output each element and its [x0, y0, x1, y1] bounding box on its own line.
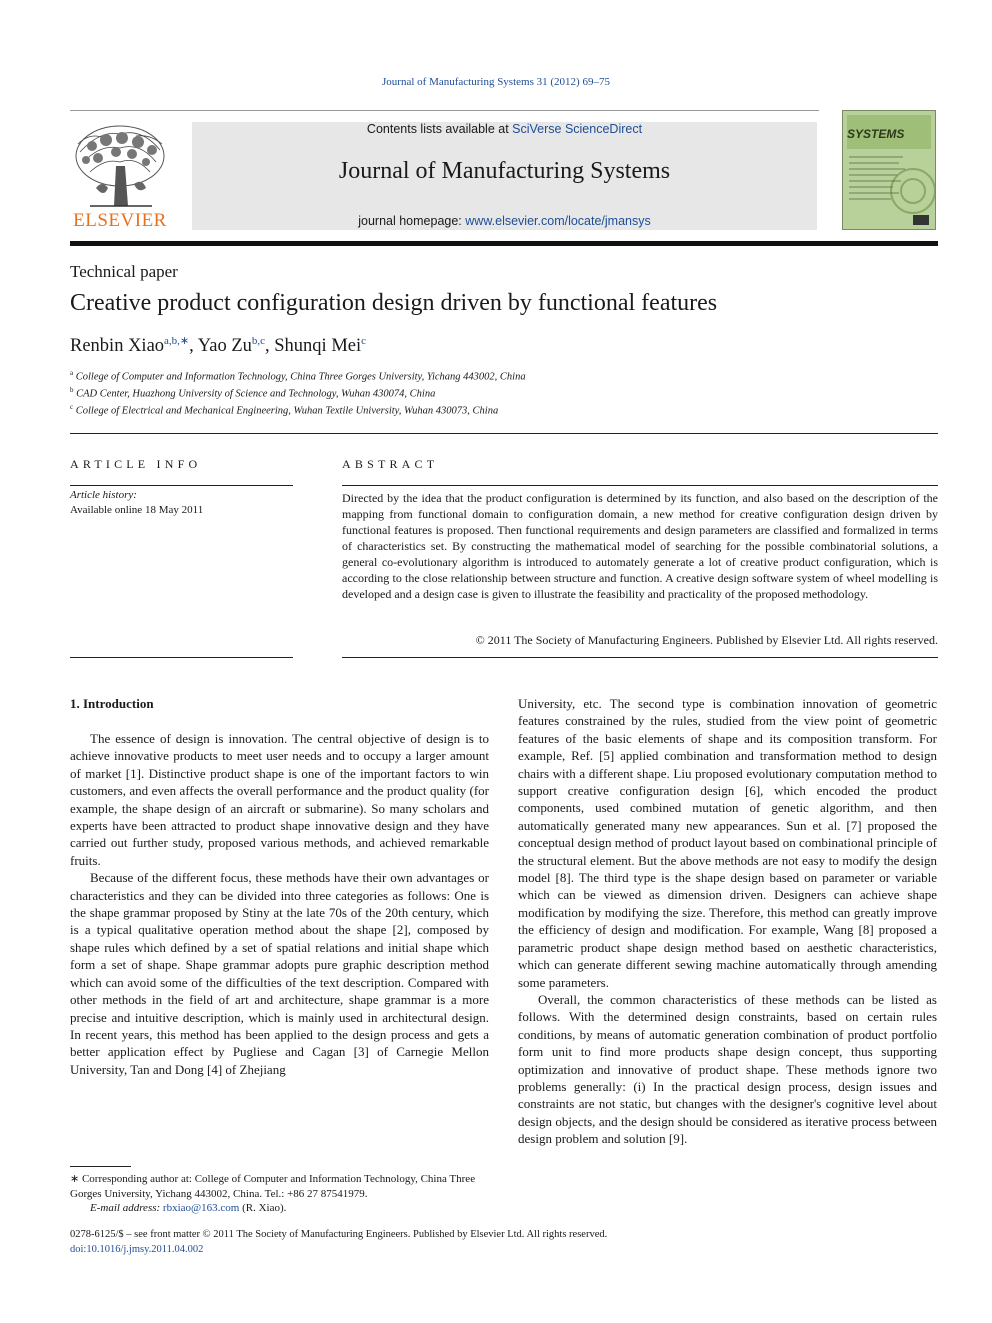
- abstract-divider-top: [342, 485, 938, 486]
- email-suffix: (R. Xiao).: [239, 1202, 287, 1214]
- corresponding-author-footnote: ∗ Corresponding author at: College of Computer and Information Technology, China Three Gorges University, Yichang 443002, China. Tel.: +86 27 87541979.: [70, 1173, 476, 1200]
- contents-prefix: Contents lists available at: [366, 122, 513, 136]
- affiliation: [70, 386, 435, 400]
- journal-name: Journal of Manufacturing Systems: [338, 158, 671, 184]
- article-history-value: Available online 18 May 2011: [70, 504, 204, 516]
- article-info-divider-bottom: [70, 657, 293, 658]
- body-column-left: [70, 730, 489, 1078]
- body-paragraph: The essence of design is innovation. The central objective of design is to achieve innovative products to meet user needs and to occupy a larger amount of market [1]. Distinctive product shape is one of the important factors to win customers, and even affects the overall performance and the product quality (for example, the shape design of an aircraft or submarine). So many scholars and experts have been attracted to product shape innovative design and they have carried out further study, proposed various methods, and achieved remarkable fruits.: [70, 731, 489, 868]
- homepage-prefix: journal homepage:: [358, 214, 466, 228]
- affiliation-label: b: [70, 386, 74, 394]
- author-affiliation-marker[interactable]: b,c: [251, 335, 266, 347]
- author-separator: ,: [265, 336, 275, 357]
- elsevier-wordmark: ELSEVIER: [73, 210, 167, 231]
- author-separator: ,: [189, 336, 198, 357]
- abstract-divider-bottom: [342, 657, 938, 658]
- header-thick-divider: [70, 241, 938, 246]
- affiliation-label: a: [70, 369, 74, 377]
- email-label: E-mail address:: [90, 1202, 161, 1214]
- journal-cover-image[interactable]: [842, 110, 936, 230]
- article-history-label: Article history:: [70, 489, 137, 501]
- abstract-heading: ABSTRACT: [342, 457, 439, 471]
- abstract-text: Directed by the idea that the product configuration is determined by its function, and also based on the description of the mapping from functional domain to configuration domain, a new method for creative configuration design driven by functional features is proposed. Then functional requirements and design parameters are classified and formalized in terms of characteristics set. By constructing the mathematical model of searching for the possible combinatorial solutions, a general co-evolutionary algorithm is introduced to automately generate a lot of creative product configuration, which is according to the close relationship between structure and function. A creative design software system of wheel modelling is developed and a design case is given to illustrate the feasibility and practicality of the proposed methodology.: [342, 491, 938, 601]
- author-email-line: [90, 1202, 286, 1214]
- footnote-divider: [70, 1166, 131, 1167]
- author-list: [70, 334, 366, 357]
- affiliation-text: College of Electrical and Mechanical Engineering, Wuhan Textile University, Wuhan 430073, China: [75, 405, 499, 417]
- email-link[interactable]: rbxiao@163.com: [162, 1202, 240, 1214]
- affiliation-label: c: [70, 403, 74, 411]
- elsevier-logo[interactable]: [70, 122, 170, 234]
- contents-line: [192, 122, 817, 136]
- author-name[interactable]: Shunqi Mei: [274, 336, 362, 357]
- article-info-heading: ARTICLE INFO: [70, 457, 202, 471]
- affiliation: [70, 369, 526, 383]
- author-affiliation-marker[interactable]: a,b,∗: [164, 335, 190, 347]
- author-name[interactable]: Yao Zu: [197, 336, 252, 357]
- journal-citation[interactable]: Journal of Manufacturing Systems 31 (2012) 69–75: [382, 76, 610, 88]
- section-heading-introduction: 1. Introduction: [70, 696, 154, 711]
- author-name[interactable]: Renbin Xiao: [70, 336, 165, 357]
- body-column-right: [518, 695, 937, 1148]
- front-matter-note: 0278-6125/$ – see front matter © 2011 The Society of Manufacturing Engineers. Published by Elsevier Ltd. All rights reserved.: [70, 1229, 608, 1240]
- paper-type: Technical paper: [70, 262, 178, 281]
- sciencedirect-link[interactable]: SciVerse ScienceDirect: [512, 122, 643, 136]
- cover-title-text: SYSTEMS: [847, 127, 905, 141]
- doi-link[interactable]: doi:10.1016/j.jmsy.2011.04.002: [70, 1244, 204, 1255]
- abstract-copyright: © 2011 The Society of Manufacturing Engineers. Published by Elsevier Ltd. All rights reserved.: [475, 633, 938, 647]
- journal-banner: [192, 122, 817, 230]
- paper-title: Creative product configuration design driven by functional features: [70, 290, 718, 316]
- author-affiliation-marker[interactable]: c: [361, 335, 367, 347]
- homepage-line: [192, 214, 817, 228]
- affiliation: [70, 403, 498, 417]
- affiliation-text: CAD Center, Huazhong University of Science and Technology, Wuhan 430074, China: [76, 388, 436, 400]
- body-paragraph: University, etc. The second type is combination innovation of geometric features constrained by the rules, studied from the view point of geometric features of the basic elements of shape and its composition transform. For example, Ref. [5] applied combination and transformation method to design chairs with a different shape. Liu proposed evolutionary computation method to support creative configuration design [6], which encoded the product components, used combined mutation of genetic algorithm, and then automatically generated many new appearances. Sun et al. [7] proposed the conceptual design method of product layout based on combinational principle of the structural element. But the above methods are not easy to modify the design model [8]. The third type is the shape design based on parameter or variable which can be viewed as dimension driven. Designers can achieve shape modification by modifying the size. Therefore, this method can greatly improve the efficiency of design and modification. For example, Wang [8] proposed a parametric product shape design method based on aesthetic characteristics, which can generate different sewing machine automatically through amending some parameters.: [518, 696, 937, 990]
- body-paragraph: Because of the different focus, these methods have their own advantages or characteristics and they can be divided into three categories as follows: One is the shape grammar proposed by Stiny at the late 70s of the 20th century, which is a typical qualitative operation method about the shape [2], composed by shape rules which defined by a set of spatial relations and initial shape which form a set of shape. Shape grammar adopts pure graphic description method which can avoid some of the difficulties of the text description. Compared with other methods in the field of art and architecture, shape grammar is a more precise and intuitive description, which is mainly used in architectural design. In recent years, this method has been applied to the design process and gets a better application effect by Pugliese and Cagan [3] of Carnegie Mellon University, Tan and Dong [4] of Zhejiang: [70, 870, 489, 1077]
- article-info-divider-top: [70, 485, 293, 486]
- affiliation-text: College of Computer and Information Technology, China Three Gorges University, Yichang 443002, China: [75, 371, 526, 383]
- section-divider: [70, 433, 938, 434]
- body-paragraph: Overall, the common characteristics of these methods can be listed as follows. With the determined design constraints, based on certain rules conditions, by means of automatic generation combination of product portfolio form unit to find more products shape design concept, thus supporting optimization and innovative of product shape. These methods ignore two problems generally: (i) In the practical design process, design issues and constraints are not static, but changes with the designer's cognitive level about design objects, and the design should be considered as iterative process between design problem and solution [9].: [518, 991, 937, 1147]
- header-divider: [70, 110, 819, 111]
- homepage-link[interactable]: www.elsevier.com/locate/jmansys: [465, 214, 651, 228]
